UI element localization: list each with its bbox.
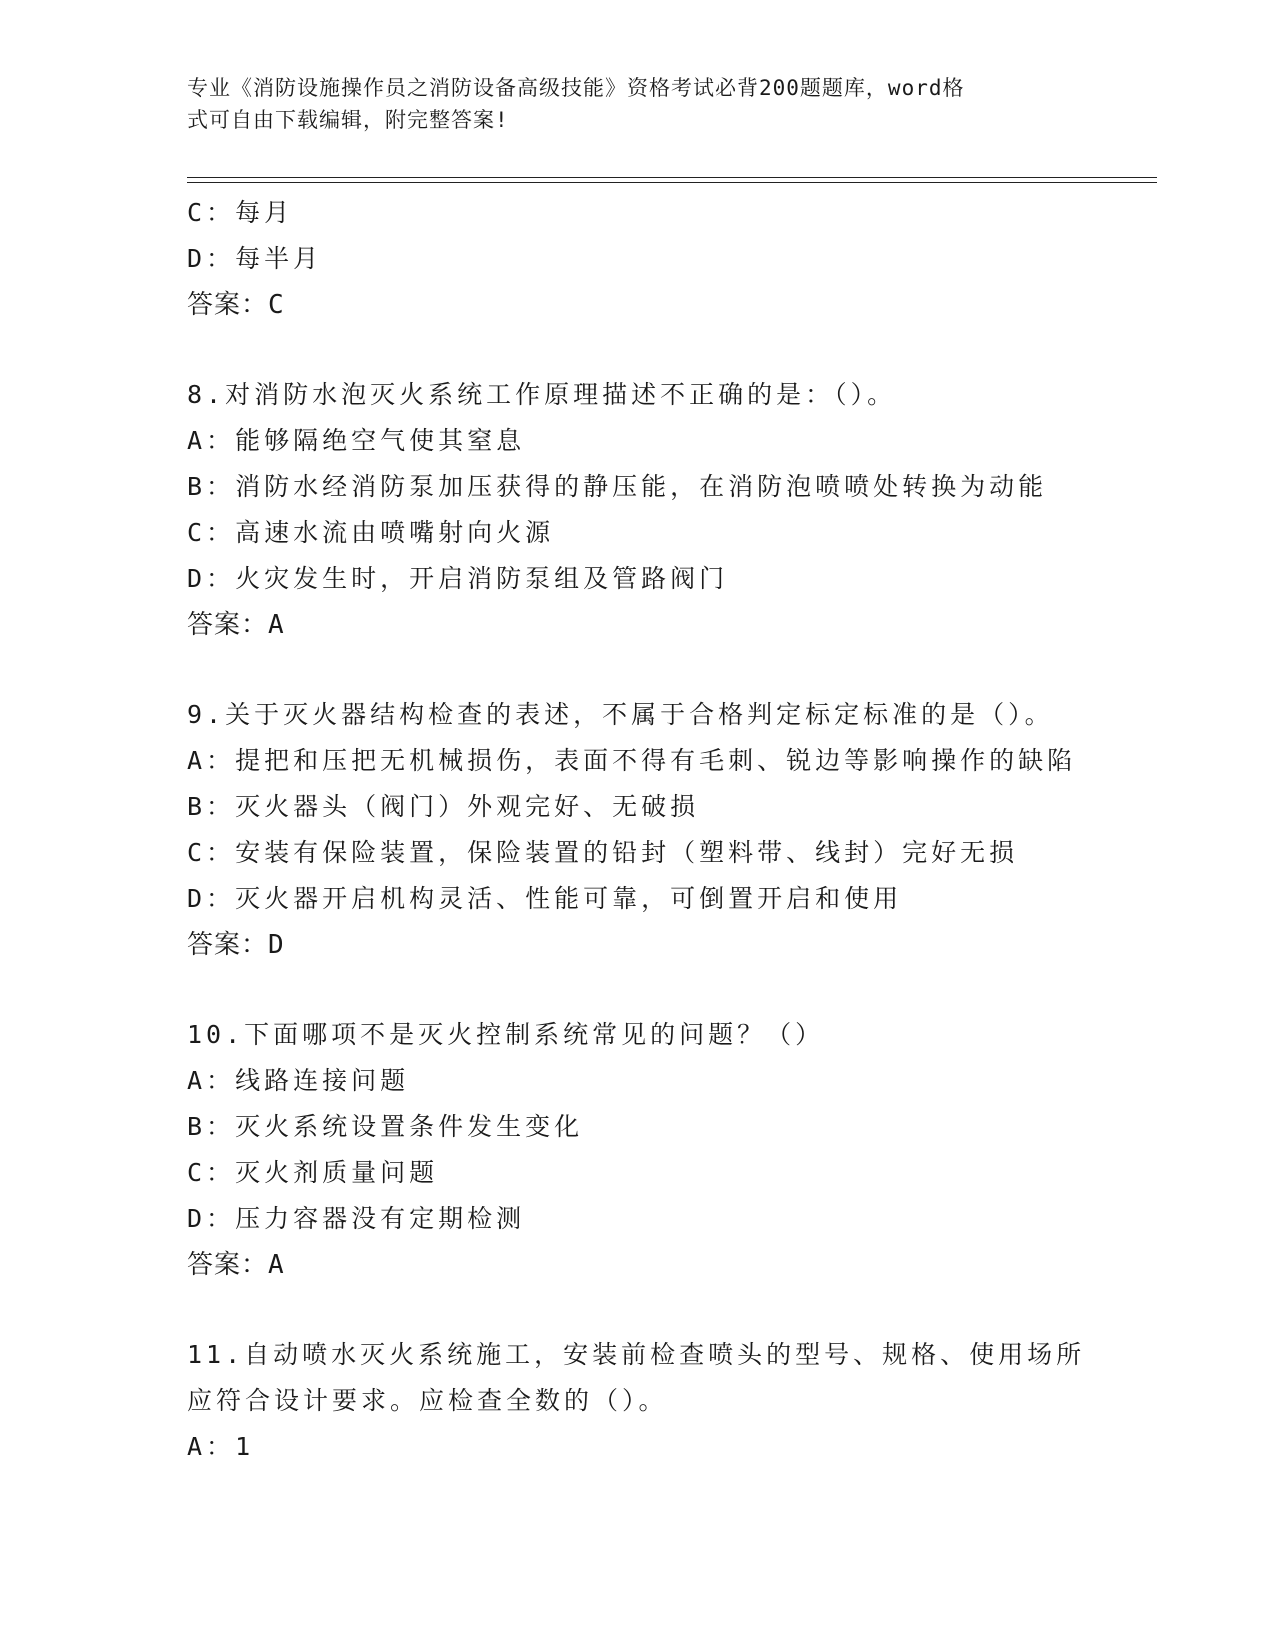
option-line: [187, 556, 1087, 602]
question-stem: [187, 1332, 1087, 1378]
question-stem-text: 应符合设计要求。应检查全数的（）。: [187, 1386, 668, 1415]
option-text: 压力容器没有定期检测: [235, 1204, 526, 1233]
option-line: [187, 876, 1087, 922]
option-line: [187, 1104, 1087, 1150]
answer-value: A: [268, 610, 285, 640]
question-gap: [187, 648, 1087, 692]
question-stem: [187, 1012, 1087, 1058]
option-label: D：: [187, 564, 236, 593]
option-text: 高速水流由喷嘴射向火源: [235, 518, 555, 547]
answer-value: C: [268, 290, 285, 320]
answer-label: 答案：: [187, 290, 269, 320]
question-stem-text: 自动喷水灭火系统施工，安装前检查喷头的型号、规格、使用场所: [244, 1340, 1086, 1369]
option-line: [187, 236, 1087, 282]
option-label: A：: [187, 746, 236, 775]
question-gap: [187, 1288, 1087, 1332]
option-text: 灭火器开启机构灵活、性能可靠，可倒置开启和使用: [235, 884, 903, 913]
option-line: [187, 464, 1087, 510]
option-label: B：: [187, 1112, 236, 1141]
question-stem-text: 下面哪项不是灭火控制系统常见的问题？（）: [244, 1020, 825, 1049]
question-stem: [187, 372, 1087, 418]
option-text: 火灾发生时，开启消防泵组及管路阀门: [235, 564, 729, 593]
question-gap: [187, 968, 1087, 1012]
option-line: [187, 738, 1087, 784]
header-rule-top: [187, 177, 1157, 178]
answer-label: 答案：: [187, 610, 269, 640]
option-label: D：: [187, 1204, 236, 1233]
option-line: [187, 418, 1087, 464]
option-text: 提把和压把无机械损伤，表面不得有毛刺、锐边等影响操作的缺陷: [235, 746, 1077, 775]
header-rule-bottom: [187, 182, 1157, 183]
question-number: 11.: [187, 1340, 245, 1369]
option-label: C：: [187, 838, 236, 867]
question-stem: [187, 692, 1087, 738]
question-stem: [187, 1378, 1087, 1424]
answer-line: [187, 282, 1087, 328]
option-text: 1: [235, 1432, 255, 1461]
option-line: [187, 830, 1087, 876]
option-label: A：: [187, 1066, 236, 1095]
option-text: 每半月: [235, 244, 323, 273]
option-text: 能够隔绝空气使其窒息: [235, 426, 526, 455]
option-label: D：: [187, 884, 236, 913]
document-header: [187, 72, 1067, 136]
answer-value: A: [268, 1250, 285, 1280]
option-text: 灭火器头（阀门）外观完好、无破损: [235, 792, 700, 821]
option-text: 消防水经消防泵加压获得的静压能，在消防泡喷喷处转换为动能: [235, 472, 1048, 501]
question-number: 8.: [187, 380, 226, 409]
answer-label: 答案：: [187, 1250, 269, 1280]
answer-line: [187, 602, 1087, 648]
question-number: 10.: [187, 1020, 245, 1049]
option-line: [187, 190, 1087, 236]
option-line: [187, 1424, 1087, 1470]
option-label: B：: [187, 472, 236, 501]
option-label: A：: [187, 1432, 236, 1461]
option-line: [187, 784, 1087, 830]
header-line-2: 式可自由下载编辑，附完整答案!: [187, 108, 509, 132]
answer-label: 答案：: [187, 930, 269, 960]
option-label: C：: [187, 198, 236, 227]
answer-line: [187, 1242, 1087, 1288]
option-text: 灭火剂质量问题: [235, 1158, 439, 1187]
question-stem-text: 对消防水泡灭火系统工作原理描述不正确的是：（）。: [225, 380, 897, 409]
question-stem-text: 关于灭火器结构检查的表述，不属于合格判定标定标准的是（）。: [225, 700, 1054, 729]
option-line: [187, 1196, 1087, 1242]
option-label: C：: [187, 518, 236, 547]
option-text: 线路连接问题: [235, 1066, 410, 1095]
question-gap: [187, 328, 1087, 372]
option-label: C：: [187, 1158, 236, 1187]
question-list: [187, 190, 1087, 1470]
question-number: 9.: [187, 700, 226, 729]
option-label: D：: [187, 244, 236, 273]
option-line: [187, 510, 1087, 556]
answer-value: D: [268, 930, 285, 960]
answer-line: [187, 922, 1087, 968]
option-line: [187, 1150, 1087, 1196]
option-text: 灭火系统设置条件发生变化: [235, 1112, 584, 1141]
option-label: A：: [187, 426, 236, 455]
option-text: 安装有保险装置，保险装置的铅封（塑料带、线封）完好无损: [235, 838, 1019, 867]
option-label: B：: [187, 792, 236, 821]
header-line-1: 专业《消防设施操作员之消防设备高级技能》资格考试必背200题题库，word格: [187, 76, 965, 100]
option-text: 每月: [235, 198, 294, 227]
option-line: [187, 1058, 1087, 1104]
